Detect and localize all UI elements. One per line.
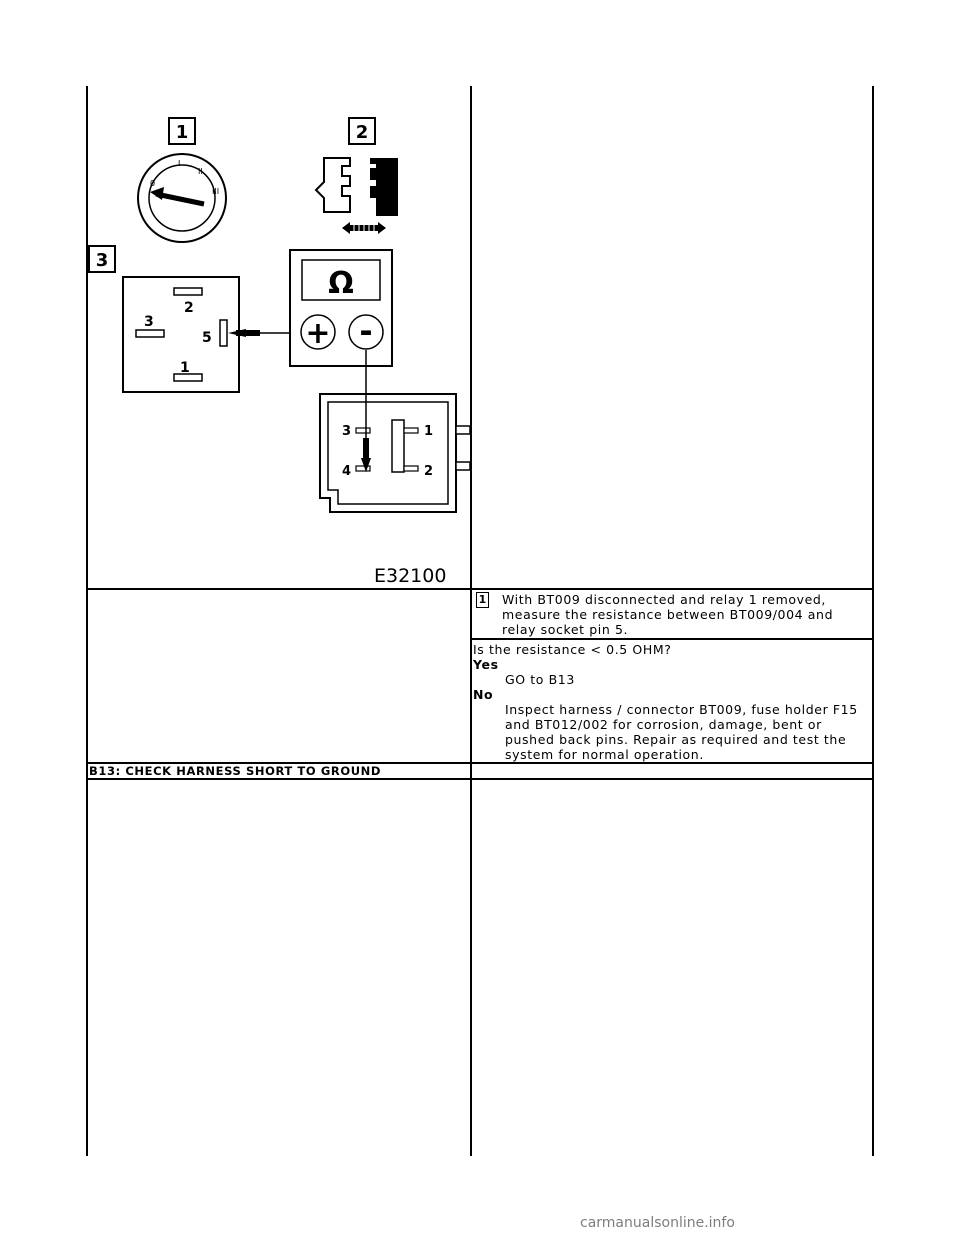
- callout-label-1: 1: [175, 122, 189, 143]
- section-heading: B13: CHECK HARNESS SHORT TO GROUND: [89, 764, 382, 778]
- step-instruction: [502, 592, 868, 637]
- question-block: [473, 642, 869, 762]
- relay-pin-3: 3: [144, 314, 154, 330]
- svg-text:III: III: [212, 187, 220, 196]
- question-text: Is the resistance < 0.5 OHM?: [473, 642, 672, 657]
- row-divider-question: [470, 638, 874, 640]
- connector-disconnect-icon: [316, 158, 398, 234]
- plus-terminal-label: +: [305, 316, 331, 351]
- svg-text:0: 0: [150, 179, 156, 188]
- connector-pin-1: 1: [424, 424, 434, 439]
- ohm-symbol: Ω: [328, 266, 354, 301]
- test-figure: [88, 90, 470, 586]
- svg-text:I: I: [178, 159, 181, 168]
- no-action: Inspect harness / connector BT009, fuse holder F15 and BT012/002 for corrosion, damage, bent or pushed back pins. Repair as required and test the system for normal operation.: [505, 702, 858, 762]
- yes-action: GO to B13: [505, 672, 575, 687]
- step-number-box: 1: [476, 592, 489, 608]
- table-right-border: [872, 86, 874, 1156]
- connector-bt009-diagram: [320, 394, 470, 512]
- relay-pin-2: 2: [184, 300, 194, 316]
- ignition-switch-icon: [138, 154, 226, 242]
- relay-pin-5: 5: [202, 330, 212, 346]
- watermark: carmanualsonline.info: [580, 1215, 735, 1231]
- step-instruction-text: With BT009 disconnected and relay 1 removed, measure the resistance between BT009/004 and relay socket pin 5.: [502, 592, 834, 637]
- callout-label-2: 2: [355, 122, 369, 143]
- connector-pin-2: 2: [424, 464, 434, 479]
- minus-terminal-label: -: [359, 312, 373, 350]
- table-middle-divider: [470, 86, 472, 1156]
- callout-label-3: 3: [95, 250, 109, 271]
- figure-id: E32100: [374, 565, 447, 586]
- no-label: No: [473, 687, 494, 702]
- yes-label: Yes: [473, 657, 499, 672]
- row-divider-figure: [86, 588, 874, 590]
- relay-pin-1: 1: [180, 360, 190, 376]
- connector-pin-3: 3: [342, 424, 352, 439]
- svg-text:II: II: [198, 167, 203, 176]
- connector-pin-4: 4: [342, 464, 352, 479]
